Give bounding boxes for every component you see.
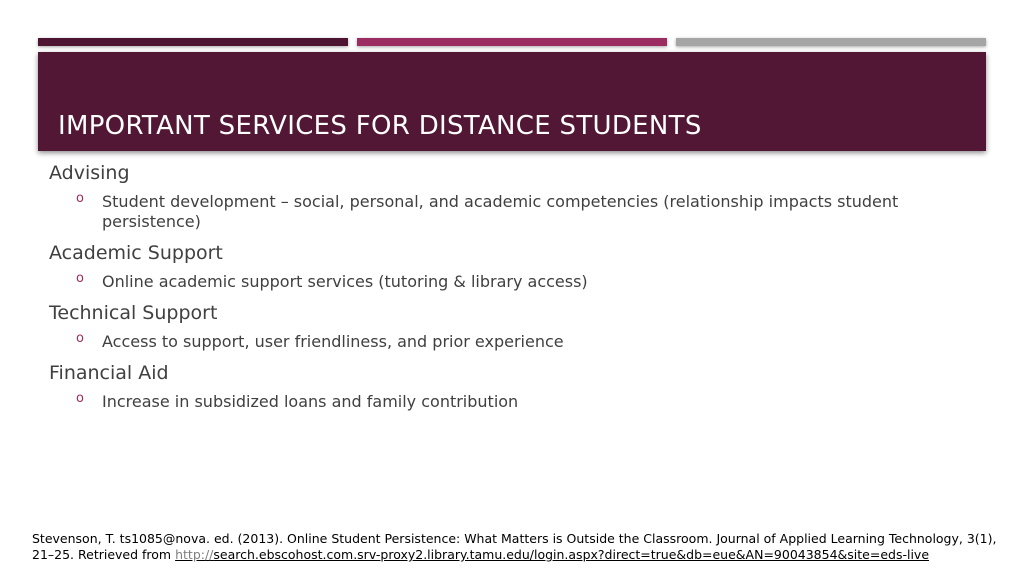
citation-link-rest: search.ebscohost.com.srv-proxy2.library.tamu.edu/login.aspx?direct=true&db=eue&AN=90043854&site=eds-live (213, 547, 930, 562)
section-academic-support (49, 240, 939, 292)
bullet-icon: o (76, 191, 84, 206)
list-item (49, 392, 939, 412)
bullet-icon: o (76, 271, 84, 286)
bullet-icon: o (76, 331, 84, 346)
citation-link-scheme: http:// (175, 547, 214, 562)
section-technical-support (49, 300, 939, 352)
bullet-icon: o (76, 391, 84, 406)
section-heading: Financial Aid (49, 362, 169, 384)
citation-text: Stevenson, T. ts1085@nova. ed. (2013). Online Student Persistence: What Matters is Outside the Classroom. Journal of Applied Learning Technology, 3(1), 21–25. Retrieved from (32, 531, 997, 562)
title-band (38, 52, 986, 151)
list-item-text: Increase in subsidized loans and family contribution (102, 392, 519, 411)
list-item-text: Student development – social, personal, and academic competencies (relationship impacts student persistence) (102, 192, 899, 231)
accent-bar-1 (38, 38, 348, 46)
section-financial-aid (49, 360, 939, 412)
list-item-text: Access to support, user friendliness, and prior experience (102, 332, 564, 351)
section-advising (49, 160, 939, 232)
list-item-text: Online academic support services (tutoring & library access) (102, 272, 588, 291)
citation (32, 531, 1002, 563)
slide-content (49, 160, 939, 420)
accent-bar-3 (676, 38, 986, 46)
section-heading: Advising (49, 162, 130, 184)
list-item (49, 192, 939, 232)
accent-bar-2 (357, 38, 667, 46)
citation-link[interactable] (175, 547, 929, 562)
slide-title: IMPORTANT SERVICES FOR DISTANCE STUDENTS (58, 111, 702, 141)
section-heading: Technical Support (49, 302, 218, 324)
section-heading: Academic Support (49, 242, 223, 264)
list-item (49, 272, 939, 292)
list-item (49, 332, 939, 352)
